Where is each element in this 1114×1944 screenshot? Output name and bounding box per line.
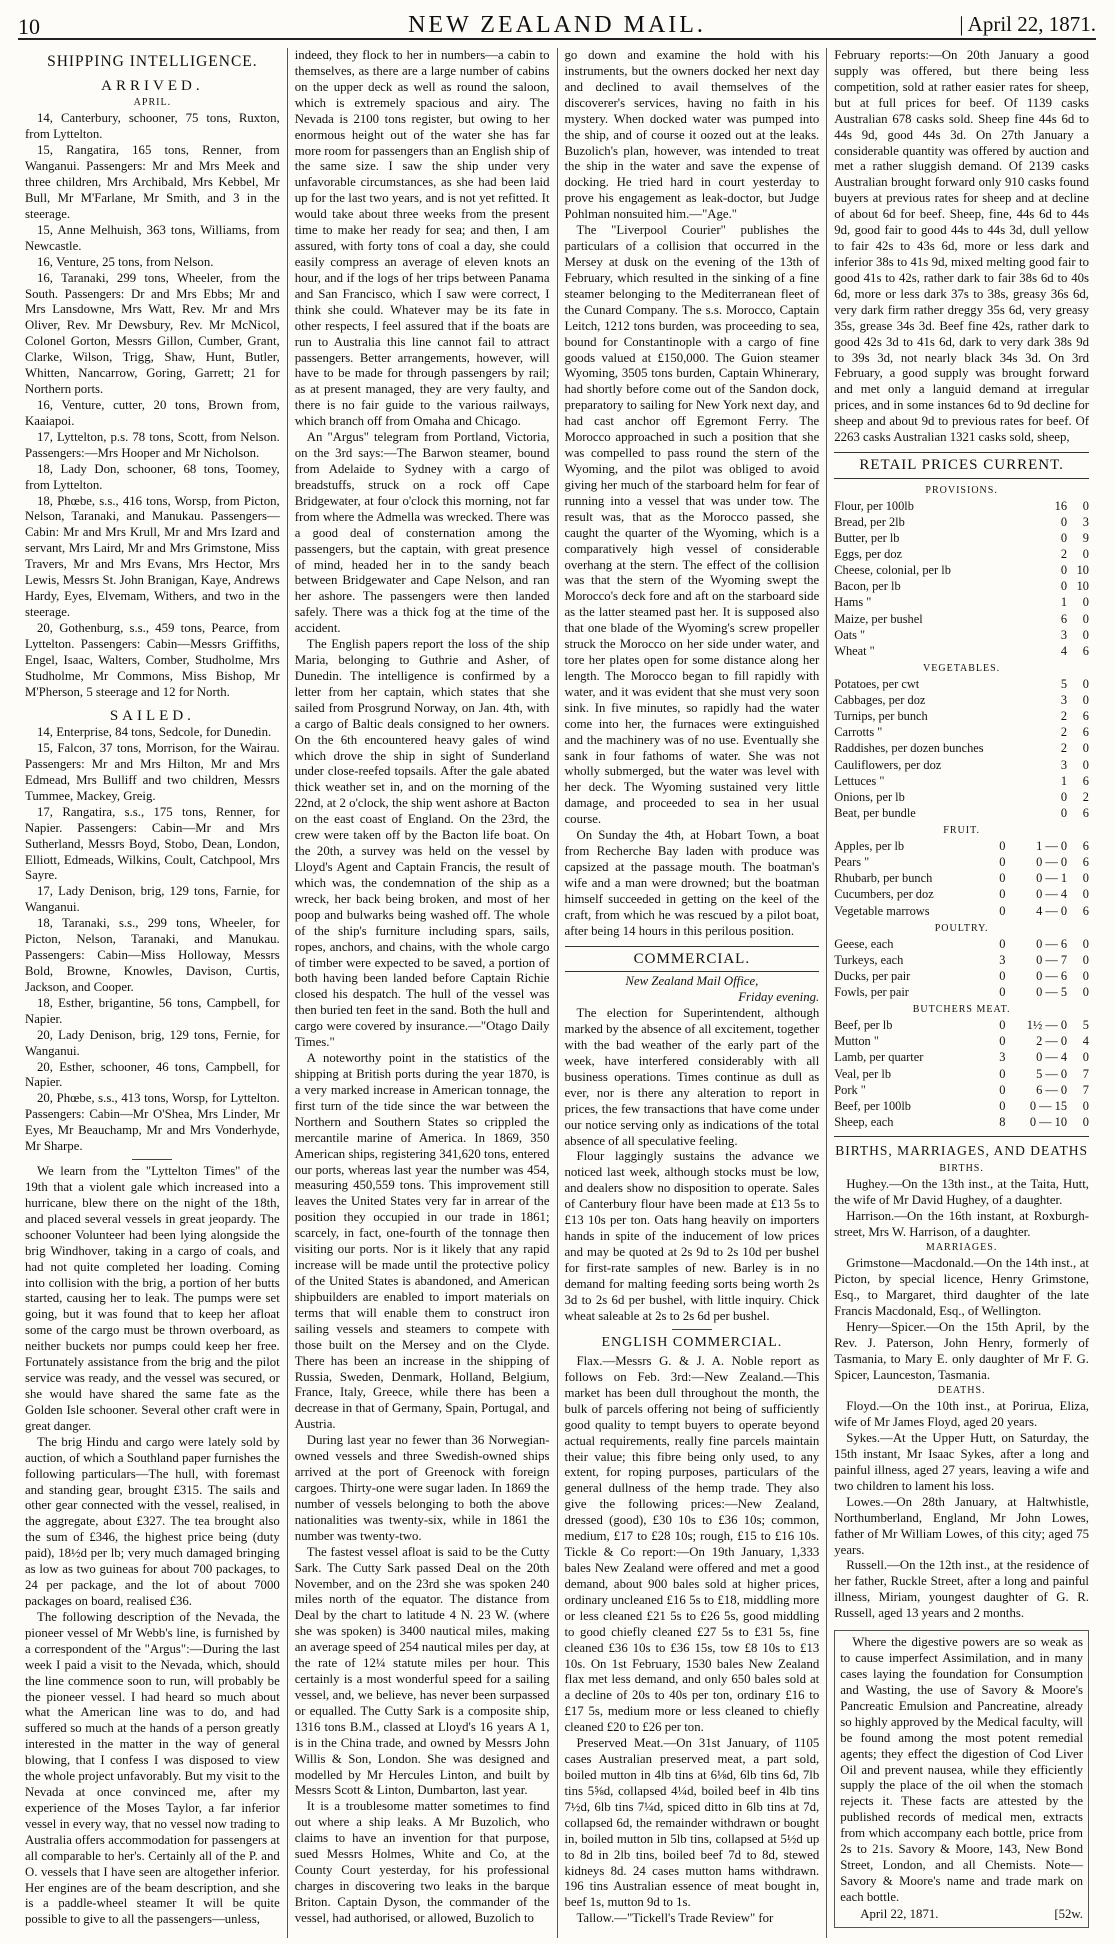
- price-item: Fowls, per pair: [834, 985, 909, 1000]
- price-value: [984, 546, 1006, 562]
- english-commercial-paragraph: Preserved Meat.—On 31st January, of 1105 cases Australian preserved meat, a part sold, boiled mutton in 4lb tins at 6⅛d, 6lb tins 6d, 7lb tins 5⅝d, collapsed 4¼d, boiled beef in 4lb tins 7½d, 6lb tins 7¼d, spiced ditto in 6lb tins at 7d, collapsed 6d, the remainder withdrawn or bought in, boiled mutton in 5lb tins, collapsed at 5½d up to 8d in 2lb tins, boiled beef 7d to 8d, stewed kidneys 8d. 24 cases mutton hams withdrawn. 196 tins Australian essence of meat bought in, beef 1s, mutton 9d to 1s.: [564, 1736, 820, 1910]
- price-value: 0: [1082, 611, 1089, 626]
- price-value: 16: [1054, 498, 1068, 513]
- price-row: [834, 1033, 1089, 1049]
- shipping-article: During last year no fewer than 36 Norwegian-owned vessels and three Swedish-owned ships arrived at the port of Greenock with foreign cargoes. Thirty-one were sugar laden. In 1869 the number of vessels belonging to both the above nationalities was twenty-six, while in 1861 the number was twenty-two.: [294, 1433, 550, 1543]
- marriage-notice: Grimstone—Macdonald.—On the 14th inst., at Picton, by special licence, Henry Grimstone, Esq., to Margaret, third daughter of the late Francis Macdonald, Esq., of Wellington.: [834, 1256, 1089, 1319]
- shipping-entry: 16, Taranaki, 299 tons, Wheeler, from the South. Passengers: Dr and Mrs Ebbs; Mr and Mrs Lansdowne, Mrs Watt, Rev. Mr and Mrs Oliver, Rev. Mr Dewsbury, Rev. Mr McNicol, Colonel Gorton, Messrs Gillon, Cumber, Grant, Clarke, Wilson, Trigg, Shaw, Hunt, Butler, Whitten, Nancarrow, Goring, Garrett; 21 for Northern ports.: [25, 270, 280, 397]
- price-item: Maize, per bushel: [834, 611, 923, 626]
- birth-notice: Harrison.—On the 16th instant, at Roxburgh-street, Mrs W. Harrison, of a daughter.: [834, 1209, 1089, 1240]
- price-value: 3: [1060, 757, 1068, 772]
- shipping-entry: 14, Canterbury, schooner, 75 tons, Ruxton, from Lyttelton.: [25, 111, 280, 142]
- price-value: 6: [1082, 855, 1089, 870]
- price-value: 6: [1082, 725, 1089, 740]
- page-number: 10: [18, 14, 40, 39]
- price-item: Raddishes, per dozen bunches: [834, 741, 984, 756]
- price-value: 0: [1082, 1114, 1089, 1129]
- price-item: Pears ": [834, 855, 870, 870]
- sailed-list: [25, 725, 280, 1155]
- price-item: Cabbages, per doz: [834, 693, 926, 708]
- price-value: 6: [1082, 903, 1089, 918]
- price-item: Vegetable marrows: [834, 903, 930, 918]
- price-item: Oats ": [834, 627, 866, 642]
- price-value: 2 — 0: [1036, 1034, 1068, 1049]
- newspaper-title: NEW ZEALAND MAIL.: [408, 12, 706, 38]
- advertisement-notice: [834, 1630, 1089, 1928]
- price-value: 0: [999, 985, 1006, 1000]
- price-row: [834, 870, 1089, 886]
- divider: [834, 1136, 1089, 1137]
- price-item: Flour, per 100lb: [834, 498, 914, 513]
- shipping-entry: 14, Enterprise, 84 tons, Sedcole, for Dunedin.: [37, 725, 272, 740]
- shipping-entry: 20, Lady Denison, brig, 129 tons, Fernie, for Wanganui.: [25, 1027, 280, 1058]
- price-row: [834, 498, 1089, 514]
- marriages-heading: MARRIAGES.: [925, 1242, 998, 1254]
- price-value: 2: [1082, 789, 1089, 804]
- price-item: Potatoes, per cwt: [834, 676, 920, 691]
- divider: [132, 1159, 172, 1160]
- price-item: Veal, per lb: [834, 1066, 892, 1081]
- price-row: [834, 740, 1089, 756]
- price-value: 0: [999, 855, 1006, 870]
- commercial-dateline-time: Friday evening.: [738, 990, 820, 1005]
- shipping-entry: 16, Venture, cutter, 20 tons, Brown from, Kaaiapoi.: [25, 398, 280, 428]
- price-row: [834, 627, 1089, 643]
- price-value: 0: [1082, 741, 1089, 756]
- shipping-entry: 18, Esther, brigantine, 56 tons, Campbell, for Napier.: [25, 995, 280, 1026]
- price-category: PROVISIONS.: [925, 484, 998, 496]
- shipping-article: The "Liverpool Courier" publishes the particulars of a collision that occurred in the Mersey at dusk on the evening of the 13th of February, which resulted in the sinking of a fine steamer belonging to the Mediterranean fleet of the Cunard Company. The s.s. Morocco, Captain Leitch, 1212 tons burden, was proceeding to sea, bound for Constantinople with a cargo of fine goods valued at £150,000. The Guion steamer Wyoming, 3505 tons burden, Captain Whinerary, had shortly before come out of the Sandon dock, preparatory to sailing for New York next day, and had cast anchor off Egremont Ferry. The Morocco approached in such a position that she was compelled to pass round the stern of the Wyoming, and the pilot was obliged to avoid giving her much of the starboard helm for fear of running into a vessel that was under tow. The result was, that as the Morocco passed, she caught the quarter of the Wyoming, which is a comparatively high vessel of considerable overhang at the stern. The effect of the collision was that the stern of the Wyoming swept the Morocco's deck fore and aft on the starboard side as the latter steamed past her. It is supposed also that one blade of the Wyoming's screw propeller struck the Morocco on her side under water, and tore her plates open for some distance along her length. The Morocco began to fill rapidly with water, and it was evident that she must very soon sink. In five minutes, so rapidly had the water come into her, the furnaces were extinguished and the machinery was of no use. Eventually she sank in four fathoms of water. She was not wholly submerged, but the water was level with her deck. The Wyoming sustained very little damage, and proceeded to sea in her usual course.: [564, 223, 820, 827]
- price-value: [984, 611, 1006, 627]
- price-item: Ducks, per pair: [834, 968, 911, 983]
- price-value: 0: [1082, 693, 1089, 708]
- price-value: 0: [999, 871, 1006, 886]
- price-value: 0: [1082, 887, 1089, 902]
- price-row: [834, 1098, 1089, 1114]
- price-item: Cauliflowers, per doz: [834, 757, 942, 772]
- price-value: 6: [1082, 839, 1089, 854]
- price-item: Cheese, colonial, per lb: [834, 563, 951, 578]
- shipping-title: SHIPPING INTELLIGENCE.: [47, 53, 258, 70]
- price-row: [834, 1017, 1089, 1033]
- price-value: [984, 627, 1006, 643]
- price-value: 0: [1082, 757, 1089, 772]
- column-4: [826, 48, 1096, 1938]
- english-commercial-part-1: [565, 1354, 820, 1927]
- price-category: POULTRY.: [934, 922, 989, 934]
- price-value: [984, 498, 1006, 514]
- prices-table: [834, 481, 1089, 1130]
- price-value: 2: [1060, 709, 1068, 724]
- price-item: Turkeys, each: [834, 952, 904, 967]
- deaths-list: [834, 1399, 1089, 1622]
- price-value: 1: [1060, 595, 1068, 610]
- shipping-entry: 15, Anne Melhuish, 363 tons, Williams, from Newcastle.: [25, 222, 280, 253]
- price-value: 0: [1060, 514, 1068, 529]
- shipping-entry: 20, Phœbe, s.s., 413 tons, Worsp, for Lyttelton. Passengers: Cabin—Mr O'Shea, Mrs Linder, Mr Eyes, Mr Beauchamp, Mr and Mrs Vonderhyde, Mr Sharpe.: [25, 1091, 280, 1154]
- price-item: Bread, per 2lb: [834, 514, 905, 529]
- price-value: 0: [1060, 789, 1068, 804]
- column-2: [287, 48, 557, 1938]
- commercial-title: COMMERCIAL.: [565, 946, 820, 973]
- price-item: Bacon, per lb: [834, 579, 901, 594]
- price-value: 0: [999, 1082, 1006, 1097]
- price-row: [834, 643, 1089, 659]
- price-value: 2: [1060, 741, 1068, 756]
- bmd-title: BIRTHS, MARRIAGES, AND DEATHS: [835, 1143, 1089, 1159]
- price-row: [834, 594, 1089, 610]
- price-row: [834, 838, 1089, 854]
- price-value: 0: [1060, 530, 1068, 545]
- english-commercial-paragraph: Flax.—Messrs G. & J. A. Noble report as follows on Feb. 3rd:—New Zealand.—This market has been dull throughout the month, the bulk of parcels offering not being of sufficiently good quality to tempt buyers to operate beyond actual requirements, really fine parcels maintain their value; this fibre being only used, to any extent, for roping purposes, particulars of the general dullness of the hemp trade. They also give the following prices:—New Zealand, dressed (good), £30 10s to £36 10s; common, medium, £17 to £28 10s; rough, £15 to £16 10s. Tickle & Co report:—On 19th January, 1,333 bales New Zealand were offered and met a good demand, about 900 bales sold at higher prices, ordinary uncleaned £16 5s to £18, middling more or less cleaned £21 5s to £26 5s, good middling to good chiefly cleaned £27 5s to £31 5s, fine cleaned £36 10s to £36 15s, tow £8 10s to £13 10s. On 1st February, 1530 bales New Zealand flax met less demand, and only 650 bales sold at a decline of 20s to 40s per ton, ordinary £16 to £17 5s, medium more or less cleaned to chiefly cleaned £20 to £26 per ton.: [564, 1354, 820, 1735]
- price-item: Cucumbers, per doz: [834, 887, 934, 902]
- price-row: [834, 578, 1089, 594]
- price-value: [984, 757, 1006, 773]
- notice-ref: [52w.: [1054, 1906, 1083, 1921]
- column-3: [557, 48, 827, 1938]
- marriages-list: [834, 1256, 1089, 1383]
- shipping-entry: 18, Lady Don, schooner, 68 tons, Toomey, from Lyttelton.: [25, 461, 280, 492]
- price-item: Onions, per lb: [834, 789, 905, 804]
- shipping-article: indeed, they flock to her in numbers—a cabin to themselves, as there are a large number of cabins on the upper deck as well as round the saloon, which is extremely spacious and airy. The Nevada is 2100 tons register, but owing to her enormous height out of the water she has far more room for passengers than an English ship of the same size. I saw the ship under very unfavorable circumstances, as she had been laid up for the last two years, and is not yet refitted. It would take about three weeks from the present time to make her ready for sea; and then, I am assured, with forty tons of coal a day, she could easily compress an average of eleven knots an hour, and if the logs of her trips between Panama and San Francisco, which I saw were correct, I think she could. Whatever may be its fate in other respects, I feel assured that if the boats are run to Australia this line cannot fail to attract passengers. Better arrangements, however, will have to be made for through passengers by rail; as at present managed, they are very faulty, and there is no fair guide to the various railways, which branch off from Omaha and Chicago.: [294, 48, 550, 429]
- price-item: Lettuces ": [834, 773, 885, 788]
- price-value: 0: [1082, 952, 1089, 967]
- price-value: 0 — 10: [1029, 1114, 1068, 1129]
- price-value: 3: [999, 952, 1006, 967]
- price-value: 0: [1082, 676, 1089, 691]
- price-item: Rhubarb, per bunch: [834, 871, 933, 886]
- arrived-list: [25, 111, 280, 700]
- shipping-entry: 16, Venture, 25 tons, from Nelson.: [37, 254, 214, 269]
- shipping-articles-part-3: [565, 48, 820, 940]
- price-row: [834, 805, 1089, 821]
- english-commercial-title: ENGLISH COMMERCIAL.: [601, 1334, 783, 1350]
- price-value: 4: [1060, 643, 1068, 658]
- price-value: 0: [1082, 1050, 1089, 1065]
- shipping-entry: 17, Lyttelton, p.s. 78 tons, Scott, from Nelson. Passengers:—Mrs Hooper and Mr Nicholson.: [25, 429, 280, 460]
- price-row: [834, 968, 1089, 984]
- price-category: BUTCHERS MEAT.: [912, 1004, 1011, 1016]
- price-row: [834, 1114, 1089, 1130]
- price-value: 0 — 1: [1036, 871, 1068, 886]
- death-notice: Floyd.—On the 10th inst., at Porirua, Eliza, wife of Mr James Floyd, aged 20 years.: [834, 1399, 1089, 1430]
- marriage-notice: Henry—Spicer.—On the 15th April, by the Rev. J. Paterson, John Henry, formerly of Tasmania, to Mary E. only daughter of Mr F. G. Spicer, Launceston, Tasmania.: [834, 1320, 1089, 1382]
- shipping-entry: 15, Falcon, 37 tons, Morrison, for the Wairau. Passengers: Mr and Mrs Hilton, Mr and Mrs Edmead, Mrs Bulliff and two children, Messrs Tummee, Mackey, Greig.: [25, 741, 280, 803]
- price-item: Mutton ": [834, 1034, 879, 1049]
- price-value: [984, 805, 1006, 821]
- price-value: 1 — 0: [1036, 839, 1068, 854]
- notice-footer: [840, 1907, 1083, 1923]
- price-item: Hams ": [834, 595, 872, 610]
- death-notice: Lowes.—On 28th January, at Haltwhistle, Northumberland, England, Mr John Lowes, father of Mr William Lowes, of this city; aged 75 years.: [834, 1494, 1089, 1557]
- price-item: Pork ": [834, 1082, 866, 1097]
- column-1: [18, 48, 287, 1938]
- price-value: 5 — 0: [1036, 1066, 1068, 1081]
- commercial-paragraphs: [565, 1006, 820, 1324]
- price-value: 0: [999, 968, 1006, 983]
- price-value: 0 — 6: [1036, 968, 1068, 983]
- price-value: 5: [1082, 1018, 1089, 1033]
- price-value: 7: [1082, 1082, 1089, 1097]
- arrived-month: APRIL.: [133, 96, 172, 108]
- shipping-entry: 15, Rangatira, 165 tons, Renner, from Wanganui. Passengers: Mr and Mrs Meek and three children, Mrs Archibald, Mrs Kebbel, Mr Bull, Mr M'Farlane, Mr Smith, and 3 in the steerage.: [25, 143, 280, 221]
- price-value: [984, 740, 1006, 756]
- price-value: [984, 789, 1006, 805]
- shipping-entry: 20, Gothenburg, s.s., 459 tons, Pearce, from Lyttelton. Passengers: Cabin—Messrs Griffiths, Engel, Isaac, Walters, Comber, Studholme, Mrs Studholme, Mr Commons, Miss Bishop, Mr M'Pherson, 5 steerage and 12 for North.: [25, 620, 280, 699]
- shipping-entry: 18, Taranaki, s.s., 299 tons, Wheeler, for Picton, Nelson, Taranaki, and Manukau. Passengers: Cabin—Miss Holloway, Messrs Bold, Browne, Knowles, Davison, Curtis, Jackson, and Cooper.: [25, 916, 280, 994]
- price-row: [834, 773, 1089, 789]
- price-item: Beat, per bundle: [834, 805, 916, 820]
- price-value: 8: [999, 1114, 1006, 1129]
- price-value: 0: [999, 1066, 1006, 1081]
- columns: [18, 48, 1096, 1938]
- price-item: Geese, each: [834, 936, 894, 951]
- price-value: 4 — 0: [1036, 903, 1068, 918]
- price-value: 0 — 6: [1036, 936, 1068, 951]
- shipping-article: An "Argus" telegram from Portland, Victoria, on the 3rd says:—The Barwon steamer, bound from Adelaide to Sydney with a cargo of breadstuffs, struck on a rock off Cape Bridgewater, at four o'clock this morning, not far from where the Admella was wrecked. There was a good deal of consternation among the passengers, but the captain, with great presence of mind, headed her in to the sandy beach between Bridgewater and Cape Nelson, and ran her ashore. The passengers were then landed safely. There was a thick fog at the time of the accident.: [294, 430, 550, 636]
- price-item: Beef, per 100lb: [834, 1098, 911, 1113]
- shipping-articles-part-1: [25, 1164, 280, 1928]
- price-value: 0: [1060, 563, 1068, 578]
- price-row: [834, 903, 1089, 919]
- price-value: 4: [1082, 1034, 1089, 1049]
- price-value: 6: [1060, 611, 1068, 626]
- prices-title: RETAIL PRICES CURRENT.: [834, 452, 1089, 479]
- shipping-article: The following description of the Nevada, the pioneer vessel of Mr Webb's line, is furnished by a correspondent of the "Argus":—During the last week I paid a visit to the Nevada, which, should the line commence soon to run, will probably be the pioneer vessel. I had heard so much about what the American line was to do, and had suffered so much at the hands of a person greatly interested in the matter in the way of general blowing, that I confess I was disposed to view the whole project unfavorably. But my visit to the Nevada at once convinced me, after my experience of the Moses Taylor, a far inferior vessel in every way, that no vessel now trading to Australia offers accommodation for passengers at all comparable to her's. Certainly all of the P. and O. vessels that I have seen are altogether inferior. Her engines are of the beam description, and she is a paddle-wheel steamer It will be quite possible to give to all the passengers—unless,: [25, 1609, 280, 1927]
- price-value: 6: [1082, 805, 1089, 820]
- price-value: 6: [1082, 709, 1089, 724]
- page-header: [18, 8, 1096, 42]
- price-value: 3: [1060, 693, 1068, 708]
- shipping-article: The brig Hindu and cargo were lately sold by auction, of which a Southland paper furnishes the following particulars—The hull, with foremast and standing gear, brought £315. The sails and other gear connected with the vessel, realised, in the aggregate, about £327. The tea brought also the sum of £346, the highest price being (duty paid), 18½d per lb; very much damaged bringing as low as two guineas for about 700 packages, to 24 per package, and the lot of about 7000 packages on board, realised £36.: [25, 1434, 280, 1608]
- price-category: FRUIT.: [943, 825, 980, 837]
- price-value: 6 — 0: [1036, 1082, 1068, 1097]
- price-row: [834, 676, 1089, 692]
- price-value: [984, 594, 1006, 610]
- shipping-article: It is a troublesome matter sometimes to find out where a ship leaks. A Mr Buzolich, who claims to have an invention for that purpose, sued Messrs Holmes, White and Co, at the County Court yesterday, for his professional charges in discovering two leaks in the barque Briton. Captain Dyson, the commander of the vessel, had authorised, or allowed, Buzolich to: [294, 1799, 550, 1925]
- price-row: [834, 708, 1089, 724]
- births-list: [834, 1177, 1089, 1241]
- price-value: 0: [999, 903, 1006, 918]
- commercial-paragraph: Flour laggingly sustains the advance we noticed last week, although stocks must be low, and dealers show no disposition to operate. Sales of Canterbury flour have been made at £13 5s to £13 10s per ton. Oats hang heavily on importers hands in spite of the inducement of low prices and may be quoted at 2s 9d to 2s 10d per bushel for first-rate samples of new. Barley is in no demand for malting feeding sorts being worth 2s 3d to 2s 6d per bushel, with little inquiry. Chick wheat saleable at 2s to 2s 6d per bushel.: [564, 1149, 820, 1323]
- shipping-article: go down and examine the hold with his instruments, but the owners docked her next day and declined to avail themselves of the discoverer's services, having no faith in his mystery. When docked water was pumped into the ship, and of course it oozed out at the leaks. Buzolich's plan, however, was intended to treat the ship in the water and save the expense of docking. He tried hard in court yesterday to prove his engagement as leak-doctor, but Judge Pohlman nonsuited him.—"Age.": [564, 48, 820, 222]
- price-value: 0: [999, 936, 1006, 951]
- price-value: 0: [1082, 1098, 1089, 1113]
- price-value: 10: [1076, 579, 1089, 594]
- death-notice: Russell.—On the 12th inst., at the residence of her father, Ruckle Street, after a long and painful illness, Miriam, youngest daughter of G. R. Russell, aged 13 years and 2 months.: [834, 1558, 1089, 1621]
- divider: [672, 1329, 712, 1330]
- price-row: [834, 936, 1089, 952]
- header-rule: [18, 38, 1096, 40]
- price-value: 9: [1082, 530, 1089, 545]
- english-commercial-paragraph: February reports:—On 20th January a good supply was offered, but there being less competition, sold at rather easier rates for sheep, but at full prices for beef. Of 1139 casks Australian 678 casks sold. Sheep fine 44s 6d to 44s 9d, good 44s 3d. On 27th January a considerable quantity was offered by auction and met a rather sluggish demand. Of 2139 casks Australian brought forward only 910 casks found buyers at previous rates for sheep and at decline of about 6d for beef. Sheep, fine, 44s 6d to 44s 9d, good fair to good 44s to 44s 3d, dull yellow to fair 42s to 43s 6d, more or less dark and inferior 38s to 41s 9d, mixed melting good fair to good 41s to 42s, rather dark to fair 38s 6d to 40s 6d, more or less dark 37s to 38s, greasy 36s 6d, very dark firm rather dreggy 35s 6d, very greasy 35s, grease 34s 3d. Beef fine 42s, rather dark to good 42s 3d to 41s 6d, dark to very dark 38s 9d to 39s 3d, not nearly black 34s 3d. On 3rd February, a good supply was brought forward and met only a languid demand at irregular prices, and in some instances 6d to 9d decline for sheep and about 9d to previous rates for beef. Of 2263 casks Australian 1321 casks sold, sheep,: [834, 48, 1089, 445]
- commercial-paragraph: The election for Superintendent, although marked by the absence of all excitement, together with the bad weather of the early part of the week, have interfered considerably with all business operations. Times continue as dull as ever, nor is there any alteration to report in prices, the few transactions that have come under our notice serving only as indications of the total absence of all speculative feeling.: [564, 1006, 820, 1148]
- price-value: [984, 708, 1006, 724]
- price-row: [834, 984, 1089, 1000]
- price-item: Sheep, each: [834, 1114, 894, 1129]
- price-item: Lamb, per quarter: [834, 1050, 924, 1065]
- price-value: 0 — 0: [1036, 855, 1068, 870]
- shipping-articles-part-2: [295, 48, 550, 1927]
- price-value: 0: [1082, 936, 1089, 951]
- arrived-heading: ARRIVED.: [101, 78, 204, 95]
- price-value: 0: [1082, 627, 1089, 642]
- price-value: 0: [999, 1098, 1006, 1113]
- price-item: Apples, per lb: [834, 839, 905, 854]
- price-value: 6: [1082, 643, 1089, 658]
- price-value: [984, 692, 1006, 708]
- price-value: 3: [1082, 514, 1089, 529]
- price-value: 10: [1076, 563, 1089, 578]
- price-value: 5: [1060, 676, 1068, 691]
- price-item: Butter, per lb: [834, 530, 900, 545]
- price-value: 2: [1060, 725, 1068, 740]
- price-row: [834, 952, 1089, 968]
- price-value: [984, 643, 1006, 659]
- shipping-article: We learn from the "Lyttelton Times" of the 19th that a violent gale which increased into a hurricane, blew there on the night of the 18th, and placed several vessels in great jeopardy. The schooner Volunteer had been lying alongside the brig Windhover, taking in a cargo of coals, and had not quite completed her loading. Coming into collision with the brig, a portion of her butts started, causing her to leak. The pumps were set going, but it was found that to keep her afloat some of the cargo must be thrown overboard, as neither buckets nor pumps could keep her free. Fortunately assistance from the brig and the pilot service was ready, and the vessel was secured, or she would have shared the same fate as the Golden Isle schooner. Several other craft were in great danger.: [25, 1164, 280, 1433]
- price-row: [834, 724, 1089, 740]
- shipping-entry: 17, Rangatira, s.s., 175 tons, Renner, for Napier. Passengers: Cabin—Mr and Mrs Sutherland, Messrs Boyd, Stobo, Dean, London, Elliott, Edmeads, Wilkins, Coult, Catchpool, Mrs Sayre.: [25, 804, 280, 883]
- price-row: [834, 514, 1089, 530]
- price-value: [984, 578, 1006, 594]
- price-item: Eggs, per doz: [834, 547, 903, 562]
- price-row: [834, 1066, 1089, 1082]
- price-item: Turnips, per bunch: [834, 709, 928, 724]
- issue-date: | April 22, 1871.: [959, 12, 1096, 36]
- price-value: 0: [999, 887, 1006, 902]
- price-value: 0: [1082, 871, 1089, 886]
- price-row: [834, 854, 1089, 870]
- shipping-entry: 18, Phœbe, s.s., 416 tons, Worsp, from Picton, Nelson, Taranaki, and Manukau. Passengers—Cabin: Mr and Mrs Krull, Mr and Mrs Izard and servant, Mrs Laird, Mr and Mrs Grimstone, Miss Travers, Mr and Mrs Evans, Mrs Hector, Mrs Lewis, Messrs St. John Branigan, Kaye, Andrews Hardy, Eyes, Elvemam, Withers, and two in the steerage.: [25, 493, 280, 619]
- price-value: 0: [999, 1034, 1006, 1049]
- price-value: 1: [1060, 773, 1068, 788]
- price-value: 0 — 4: [1036, 887, 1068, 902]
- price-value: [984, 530, 1006, 546]
- price-value: 0 — 5: [1036, 985, 1068, 1000]
- deaths-heading: DEATHS.: [937, 1384, 986, 1396]
- price-value: 1½ — 0: [1026, 1018, 1068, 1033]
- price-row: [834, 562, 1089, 578]
- commercial-dateline: New Zealand Mail Office,: [625, 974, 759, 989]
- birth-notice: Hughey.—On the 13th inst., at the Taita, Hutt, the wife of Mr David Hughey, of a daughter.: [834, 1177, 1089, 1208]
- shipping-entry: 20, Esther, schooner, 46 tons, Campbell, for Napier.: [25, 1059, 280, 1090]
- price-value: 7: [1082, 1066, 1089, 1081]
- price-row: [834, 789, 1089, 805]
- price-row: [834, 611, 1089, 627]
- english-commercial-paragraph: Tallow.—"Tickell's Trade Review" for: [576, 1911, 774, 1926]
- price-value: 0: [1082, 547, 1089, 562]
- price-row: [834, 692, 1089, 708]
- price-value: 3: [1060, 627, 1068, 642]
- price-value: 0 — 7: [1036, 952, 1068, 967]
- shipping-article: On Sunday the 4th, at Hobart Town, a boat from Recherche Bay laden with produce was capsized at the passage mouth. The boatman's wife and a man were drowned; but the boatman himself succeeded in getting on the keel of the craft, from which he was rescued by a pilot boat, after being 14 hours in this perilous position.: [564, 828, 820, 938]
- price-row: [834, 757, 1089, 773]
- price-value: 6: [1082, 773, 1089, 788]
- price-value: 0: [1082, 968, 1089, 983]
- price-value: 0: [1060, 805, 1068, 820]
- shipping-article: A noteworthy point in the statistics of the shipping at British ports during the year 1870, is a very marked increase in American tonnage, the first turn of the tide since the war between the Northern and Southern States so crippled the mercantile marine of America. In 1869, 350 American ships, registering 341,620 tons, entered our ports, whereas last year the number was 454, measuring 450,559 tons. This improvement still leaves the United States very far in arrear of the position they occupied in our trade in 1861; scarcely, in fact, one-fourth of the tonnage then visiting our ports. Nor is it likely that any rapid increase will be made until the protective policy of the United States is abandoned, and American shipbuilders are enabled to import materials on terms that will enable them to construct iron sailing vessels and steamers to compete with those built on the Mersey and on the Clyde. There has been an increase in the shipping of Russia, Sweden, Denmark, Holland, Belgium, France, Italy, Greece, while there has been a decrease in that of Germany, Spain, Portugal, and Austria.: [294, 1051, 550, 1432]
- price-item: Carrotts ": [834, 725, 883, 740]
- price-row: [834, 1049, 1089, 1065]
- price-value: 0: [1060, 579, 1068, 594]
- price-value: 0 — 15: [1029, 1098, 1068, 1113]
- notice-date: April 22, 1871.: [860, 1906, 939, 1921]
- price-row: [834, 886, 1089, 902]
- price-row: [834, 530, 1089, 546]
- price-value: [984, 514, 1006, 530]
- price-value: 0: [999, 1018, 1006, 1033]
- births-heading: BIRTHS.: [939, 1162, 984, 1174]
- shipping-article: The English papers report the loss of the ship Maria, belonging to Guthrie and Asher, of Dunedin. The intelligence is confirmed by a letter from her captain, which states that she sailed from Prosgrund Norway, on Jan. 4th, with a cargo of Baltic deals consigned to her owners. On the 6th encountered heavy gales of wind which drove the ship in sight of Sunderland under close-reefed topsails. After the gale abated thick weather set in, and on the morning of the 22nd, at 2 o'clock, the ship went ashore at Bacton on the east coast of England. On the 23rd, the crew were taken off by the Bacton life boat. On the 20th, a survey was held on the vessel by Lloyd's Agent and Captain Francis, the result of which was, the condemnation of the ship as a wreck, her back being broken, and most of her poop and bulwarks being washed off. The whole of the ship's furniture including spars, sails, ropes, anchors, and chains, with the whole cargo of timber were expected to be saved, a portion of both having been landed before Captain Richie closed his despatch. The hull of the vessel was then buried ten feet in the sand. Both the hull and cargo were covered by insurance.—"Otago Daily Times.": [294, 637, 550, 1050]
- price-value: [984, 676, 1006, 692]
- price-row: [834, 546, 1089, 562]
- price-value: 0: [1082, 985, 1089, 1000]
- price-value: [984, 562, 1006, 578]
- price-row: [834, 1082, 1089, 1098]
- death-notice: Sykes.—At the Upper Hutt, on Saturday, the 15th instant, Mr Isaac Sykes, after a long and painful illness, aged 27 years, leaving a wife and two children to lament his loss.: [834, 1431, 1089, 1493]
- sailed-heading: SAILED.: [109, 707, 195, 724]
- notice-text: Where the digestive powers are so weak as to cause imperfect Assimilation, and in many cases laying the foundation for Consumption and Wasting, the use of Savory & Moore's Pancreatic Emulsion and Pancreatine, already so highly approved by the Medical faculty, will be found among the most potent remedial agents; they effect the digestion of Cod Liver Oil and prevent nausea, while they efficiently supply the place of the oil when the stomach rejects it. These facts are attested by the published records of medical men, extracts from which accompany each bottle, price from 2s to 21s. Savory & Moore, 143, New Bond Street, London, and all Chemists. Note—Savory & Moore's name and trade mark on each bottle.: [840, 1635, 1083, 1904]
- english-commercial-part-2: [834, 48, 1089, 446]
- price-category: VEGETABLES.: [923, 662, 1001, 674]
- price-item: Beef, per lb: [834, 1018, 893, 1033]
- price-value: [984, 724, 1006, 740]
- price-value: 0: [1082, 595, 1089, 610]
- price-value: 2: [1060, 547, 1068, 562]
- price-value: [984, 773, 1006, 789]
- price-value: 3: [999, 1050, 1006, 1065]
- shipping-article: The fastest vessel afloat is said to be the Cutty Sark. The Cutty Sark passed Deal on the 20th November, and on the 23rd she was spoken 240 miles north of the equator. The distance from Deal by the chart to latitude 4 N. 23 W. (where she was spoken) is 3400 nautical miles, making an average speed of 254 nautical miles per day, at the rate of 12¼ statute miles per hour. This certainly is a most wonderful speed for a sailing vessel, and, we believe, has never been surpassed or equalled. The Cutty Sark is a composite ship, 1316 tons B.M., classed at Lloyd's 16 years A 1, is in the China trade, and owned by Messrs John Willis & Son, London. She was designed and modelled by Mr Hercules Linton, and built by Messrs Scott & Linton, Dumbarton, last year.: [294, 1544, 550, 1798]
- shipping-entry: 17, Lady Denison, brig, 129 tons, Farnie, for Wanganui.: [25, 884, 280, 915]
- price-value: 0: [999, 839, 1006, 854]
- price-item: Wheat ": [834, 643, 875, 658]
- price-value: 0 — 4: [1036, 1050, 1068, 1065]
- price-value: 0: [1082, 498, 1089, 513]
